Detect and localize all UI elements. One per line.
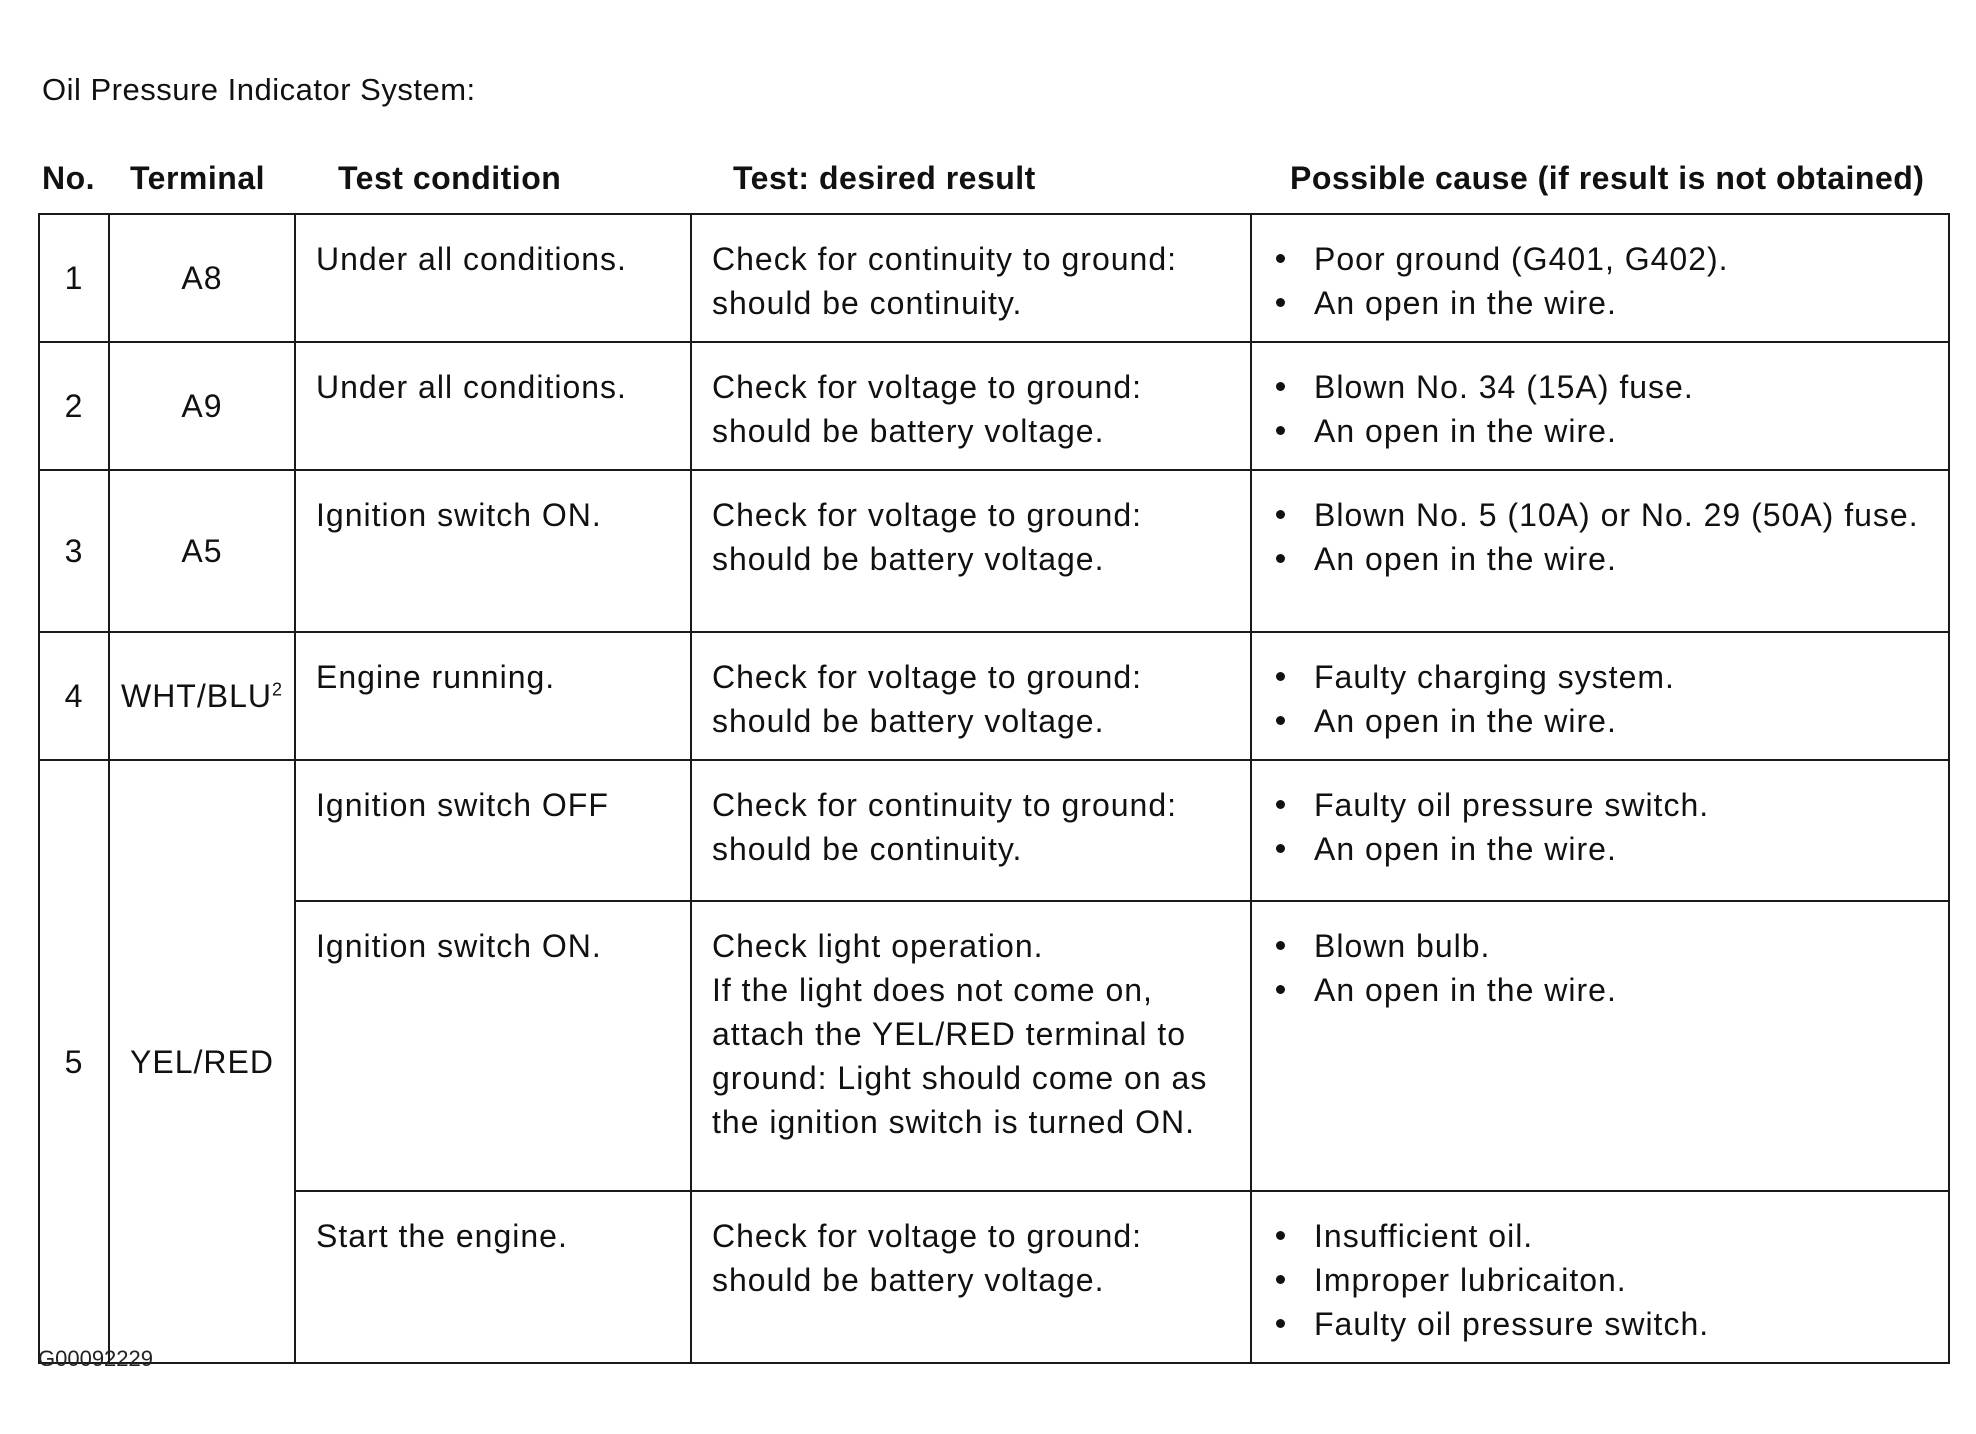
possible-cause-cell <box>1251 342 1949 470</box>
cause-item: Improper lubricaiton. <box>1272 1258 1928 1302</box>
table-row <box>39 470 1949 632</box>
cause-item: An open in the wire. <box>1272 409 1928 453</box>
row-number: 3 <box>39 470 109 632</box>
table-row <box>39 1191 1949 1363</box>
test-condition-cell: Ignition switch OFF <box>295 760 691 901</box>
row-number: 4 <box>39 632 109 760</box>
figure-id: G00092229 <box>38 1346 153 1371</box>
cause-item: Blown No. 34 (15A) fuse. <box>1272 365 1928 409</box>
cause-item: Blown bulb. <box>1272 924 1928 968</box>
desired-result-cell: Check for continuity to ground: should be continuity. <box>691 214 1251 342</box>
possible-cause-cell <box>1251 901 1949 1191</box>
cause-item: An open in the wire. <box>1272 281 1928 325</box>
header-terminal: Terminal <box>130 160 265 196</box>
diagnostic-table <box>38 213 1950 1364</box>
desired-result-cell: Check for voltage to ground: should be battery voltage. <box>691 470 1251 632</box>
possible-cause-cell <box>1251 214 1949 342</box>
cause-item: An open in the wire. <box>1272 968 1928 1012</box>
test-condition-cell: Engine running. <box>295 632 691 760</box>
test-condition-cell: Start the engine. <box>295 1191 691 1363</box>
table-row <box>39 632 1949 760</box>
table-row <box>39 342 1949 470</box>
cause-item: Faulty charging system. <box>1272 655 1928 699</box>
page-title: Oil Pressure Indicator System: <box>42 72 476 107</box>
possible-cause-cell <box>1251 470 1949 632</box>
table-row <box>39 760 1949 901</box>
possible-cause-cell <box>1251 632 1949 760</box>
possible-cause-cell <box>1251 760 1949 901</box>
terminal-cell: YEL/RED <box>109 760 295 1363</box>
cause-item: An open in the wire. <box>1272 827 1928 871</box>
cause-item: An open in the wire. <box>1272 537 1928 581</box>
row-number: 5 <box>39 760 109 1363</box>
header-possible-cause: Possible cause (if result is not obtained) <box>1290 160 1925 196</box>
terminal-cell: A8 <box>109 214 295 342</box>
terminal-footnote: 2 <box>271 679 283 700</box>
header-desired-result: Test: desired result <box>733 160 1036 196</box>
desired-result-cell: Check for voltage to ground: should be battery voltage. <box>691 1191 1251 1363</box>
cause-item: Faulty oil pressure switch. <box>1272 1302 1928 1346</box>
terminal-cell <box>109 632 295 760</box>
table-row <box>39 901 1949 1191</box>
possible-cause-cell <box>1251 1191 1949 1363</box>
row-number: 1 <box>39 214 109 342</box>
desired-result-cell: Check light operation. If the light does not come on, attach the YEL/RED terminal to ground: Light should come on as the ignition switch is turned ON. <box>691 901 1251 1191</box>
cause-item: Insufficient oil. <box>1272 1214 1928 1258</box>
test-condition-cell: Ignition switch ON. <box>295 901 691 1191</box>
cause-item: An open in the wire. <box>1272 699 1928 743</box>
terminal-cell: A9 <box>109 342 295 470</box>
cause-item: Blown No. 5 (10A) or No. 29 (50A) fuse. <box>1272 493 1928 537</box>
desired-result-cell: Check for voltage to ground: should be battery voltage. <box>691 342 1251 470</box>
header-test-condition: Test condition <box>338 160 562 196</box>
row-number: 2 <box>39 342 109 470</box>
desired-result-cell: Check for continuity to ground: should be continuity. <box>691 760 1251 901</box>
terminal-cell: A5 <box>109 470 295 632</box>
terminal-label: WHT/BLU <box>120 678 272 714</box>
cause-item: Poor ground (G401, G402). <box>1272 237 1928 281</box>
desired-result-cell: Check for voltage to ground: should be battery voltage. <box>691 632 1251 760</box>
header-no: No. <box>42 160 96 196</box>
test-condition-cell: Under all conditions. <box>295 214 691 342</box>
cause-item: Faulty oil pressure switch. <box>1272 783 1928 827</box>
table-row <box>39 214 1949 342</box>
test-condition-cell: Under all conditions. <box>295 342 691 470</box>
test-condition-cell: Ignition switch ON. <box>295 470 691 632</box>
